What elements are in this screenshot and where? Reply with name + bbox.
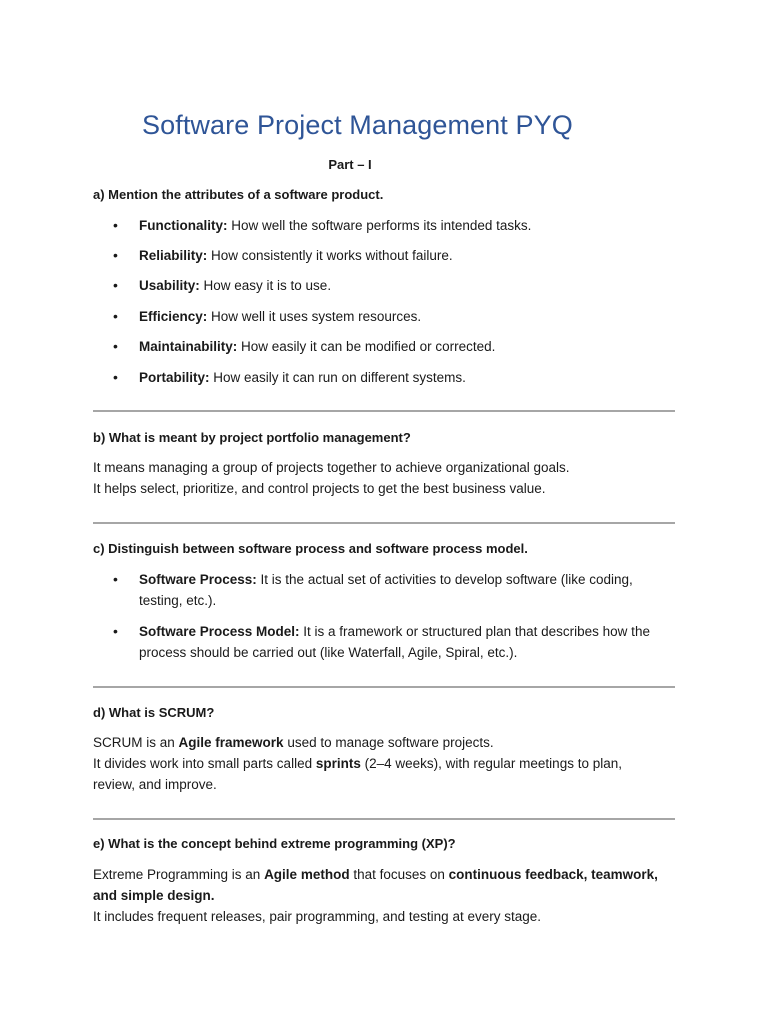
- term-text: It is a framework or structured plan that describes how the: [299, 624, 650, 639]
- answer-text: Extreme Programming is an: [93, 867, 265, 882]
- bullet-icon: •: [113, 308, 118, 324]
- question-a-heading: a) Mention the attributes of a software product.: [93, 187, 384, 202]
- answer-text: that focuses on: [349, 867, 449, 882]
- section-divider: [93, 522, 675, 524]
- answer-emphasis: continuous feedback, teamwork,: [448, 867, 658, 882]
- answer-emphasis: Agile framework: [178, 735, 284, 750]
- attribute-text: How well it uses system resources.: [207, 309, 422, 324]
- attribute-label: Efficiency:: [139, 309, 208, 324]
- question-d-heading: d) What is SCRUM?: [93, 705, 215, 720]
- bullet-icon: •: [113, 369, 118, 385]
- term-text: It is the actual set of activities to develop software (like coding,: [256, 572, 633, 587]
- attribute-text: How easily it can run on different systems.: [209, 370, 466, 385]
- answer-text: (2–4 weeks), with regular meetings to plan,: [360, 756, 622, 771]
- attribute-text: How easy it is to use.: [199, 278, 332, 293]
- answer-line: It helps select, prioritize, and control projects to get the best business value.: [93, 481, 546, 496]
- attribute-label: Usability:: [139, 278, 200, 293]
- question-c-heading: c) Distinguish between software process and software process model.: [93, 541, 528, 556]
- answer-e: [93, 864, 683, 927]
- attribute-label: Portability:: [139, 370, 210, 385]
- question-b-heading: b) What is meant by project portfolio management?: [93, 430, 411, 445]
- bullet-icon: •: [113, 277, 118, 293]
- term-text-continued: process should be carried out (like Waterfall, Agile, Spiral, etc.).: [139, 645, 518, 660]
- part-heading: Part – I: [328, 157, 372, 172]
- answer-d: [93, 732, 683, 795]
- term-text-continued: testing, etc.).: [139, 593, 217, 608]
- answer-emphasis: sprints: [315, 756, 361, 771]
- bullet-icon: •: [113, 217, 118, 233]
- section-divider: [93, 686, 675, 688]
- term-label: Software Process Model:: [139, 624, 300, 639]
- bullet-icon: •: [113, 338, 118, 354]
- answer-line: It includes frequent releases, pair programming, and testing at every stage.: [93, 909, 541, 924]
- answer-emphasis: Agile method: [264, 867, 350, 882]
- section-divider: [93, 818, 675, 820]
- answer-b: [93, 457, 683, 499]
- attribute-text: How consistently it works without failure.: [207, 248, 453, 263]
- bullet-icon: •: [113, 623, 118, 639]
- answer-emphasis: and simple design.: [93, 888, 215, 903]
- answer-line: It means managing a group of projects together to achieve organizational goals.: [93, 460, 570, 475]
- attribute-text: How easily it can be modified or corrected.: [237, 339, 496, 354]
- section-divider: [93, 410, 675, 412]
- answer-text: It divides work into small parts called: [93, 756, 316, 771]
- attribute-label: Functionality:: [139, 218, 228, 233]
- answer-line: review, and improve.: [93, 777, 217, 792]
- term-label: Software Process:: [139, 572, 257, 587]
- attribute-label: Maintainability:: [139, 339, 238, 354]
- bullet-icon: •: [113, 247, 118, 263]
- attribute-text: How well the software performs its intended tasks.: [227, 218, 532, 233]
- question-e-heading: e) What is the concept behind extreme programming (XP)?: [93, 836, 456, 851]
- document-title: Software Project Management PYQ: [142, 110, 573, 140]
- answer-text: SCRUM is an: [93, 735, 179, 750]
- answer-text: used to manage software projects.: [283, 735, 494, 750]
- attribute-label: Reliability:: [139, 248, 208, 263]
- bullet-icon: •: [113, 571, 118, 587]
